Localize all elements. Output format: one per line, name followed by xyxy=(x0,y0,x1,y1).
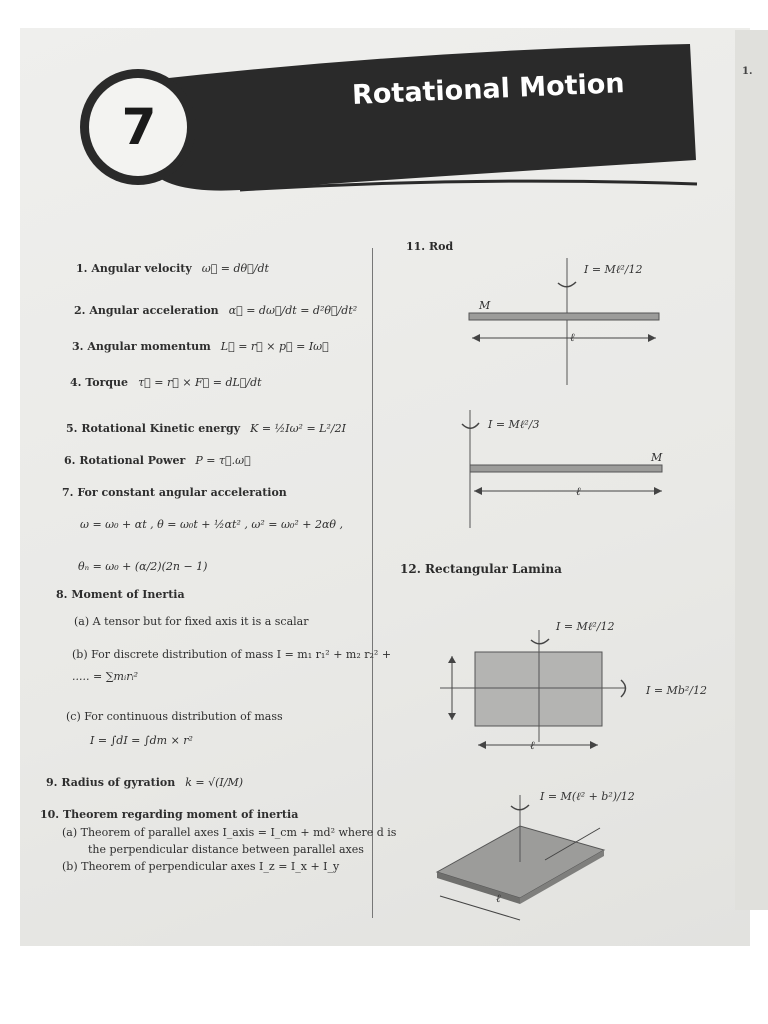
moi-point-c-integral: I = ∫dI = ∫dm × r² xyxy=(90,734,193,747)
lamina-perpendicular-axis-diagram xyxy=(437,790,635,920)
theorem-perpendicular-axes: (b) Theorem of perpendicular axes I_z = I_x + I_y xyxy=(62,860,340,873)
svg-text:I = M(ℓ² + b²)/12: I = M(ℓ² + b²)/12 xyxy=(540,790,635,803)
svg-text:M: M xyxy=(651,451,663,464)
svg-text:I = Mb²/12: I = Mb²/12 xyxy=(646,684,707,697)
theorem-parallel-axes-note: the perpendicular distance between parallel axes xyxy=(88,843,364,856)
item-angular-acceleration: 2. Angular acceleration α⃗ = dω⃗/dt = d²θ⃗/dt² xyxy=(74,304,358,317)
lamina-heading: 12. Rectangular Lamina xyxy=(400,562,562,576)
svg-text:I = Mℓ²/3: I = Mℓ²/3 xyxy=(488,418,540,431)
moi-point-b: (b) For discrete distribution of mass I = m₁ r₁² + m₂ r₂² + xyxy=(72,648,392,661)
svg-text:I = Mℓ²/12: I = Mℓ²/12 xyxy=(584,263,643,276)
svg-text:ℓ: ℓ xyxy=(570,331,575,344)
item-angular-velocity: 1. Angular velocity ω⃗ = dθ⃗/dt xyxy=(76,262,269,275)
lamina-axes-diagram xyxy=(440,620,707,752)
item-radius-of-gyration: 9. Radius of gyration k = √(I/M) xyxy=(46,776,244,789)
moi-point-c: (c) For continuous distribution of mass xyxy=(66,710,283,723)
item-rotational-ke: 5. Rotational Kinetic energy K = ½Iω² = L²/2I xyxy=(66,422,346,435)
svg-text:ℓ: ℓ xyxy=(576,485,581,498)
item-torque: 4. Torque τ⃗ = r⃗ × F⃗ = dL⃗/dt xyxy=(70,376,262,389)
svg-text:I = Mℓ²/12: I = Mℓ²/12 xyxy=(556,620,615,633)
moi-point-a: (a) A tensor but for fixed axis it is a scalar xyxy=(74,615,309,628)
rod-center-axis-diagram xyxy=(469,258,659,385)
nth-second-equation: θₙ = ω₀ + (α/2)(2n − 1) xyxy=(78,560,208,573)
item-theorem-moi: 10. Theorem regarding moment of inertia xyxy=(40,808,299,821)
item-angular-momentum: 3. Angular momentum L⃗ = r⃗ × p⃗ = Iω⃗ xyxy=(72,340,329,353)
rod-heading: 11. Rod xyxy=(406,240,454,253)
chapter-title: Rotational Motion xyxy=(351,68,626,111)
svg-text:ℓ: ℓ xyxy=(530,739,535,752)
item-rotational-power: 6. Rotational Power P = τ⃗.ω⃗ xyxy=(64,454,251,467)
moi-point-b-sum: ..... = ∑mᵢrᵢ² xyxy=(72,670,139,683)
svg-text:M: M xyxy=(479,299,491,312)
chapter-number: 7 xyxy=(121,98,157,156)
theorem-parallel-axes: (a) Theorem of parallel axes I_axis = I_cm + md² where d is xyxy=(62,826,397,839)
item-moment-of-inertia: 8. Moment of Inertia xyxy=(56,588,185,601)
next-page-number: 1. xyxy=(742,66,753,77)
item-constant-acceleration: 7. For constant angular acceleration xyxy=(62,486,287,499)
svg-text:ℓ: ℓ xyxy=(496,892,501,905)
rod-end-axis-diagram xyxy=(462,410,663,528)
constant-accel-equations: ω = ω₀ + αt , θ = ω₀t + ½αt² , ω² = ω₀² + 2αθ , xyxy=(80,518,343,531)
